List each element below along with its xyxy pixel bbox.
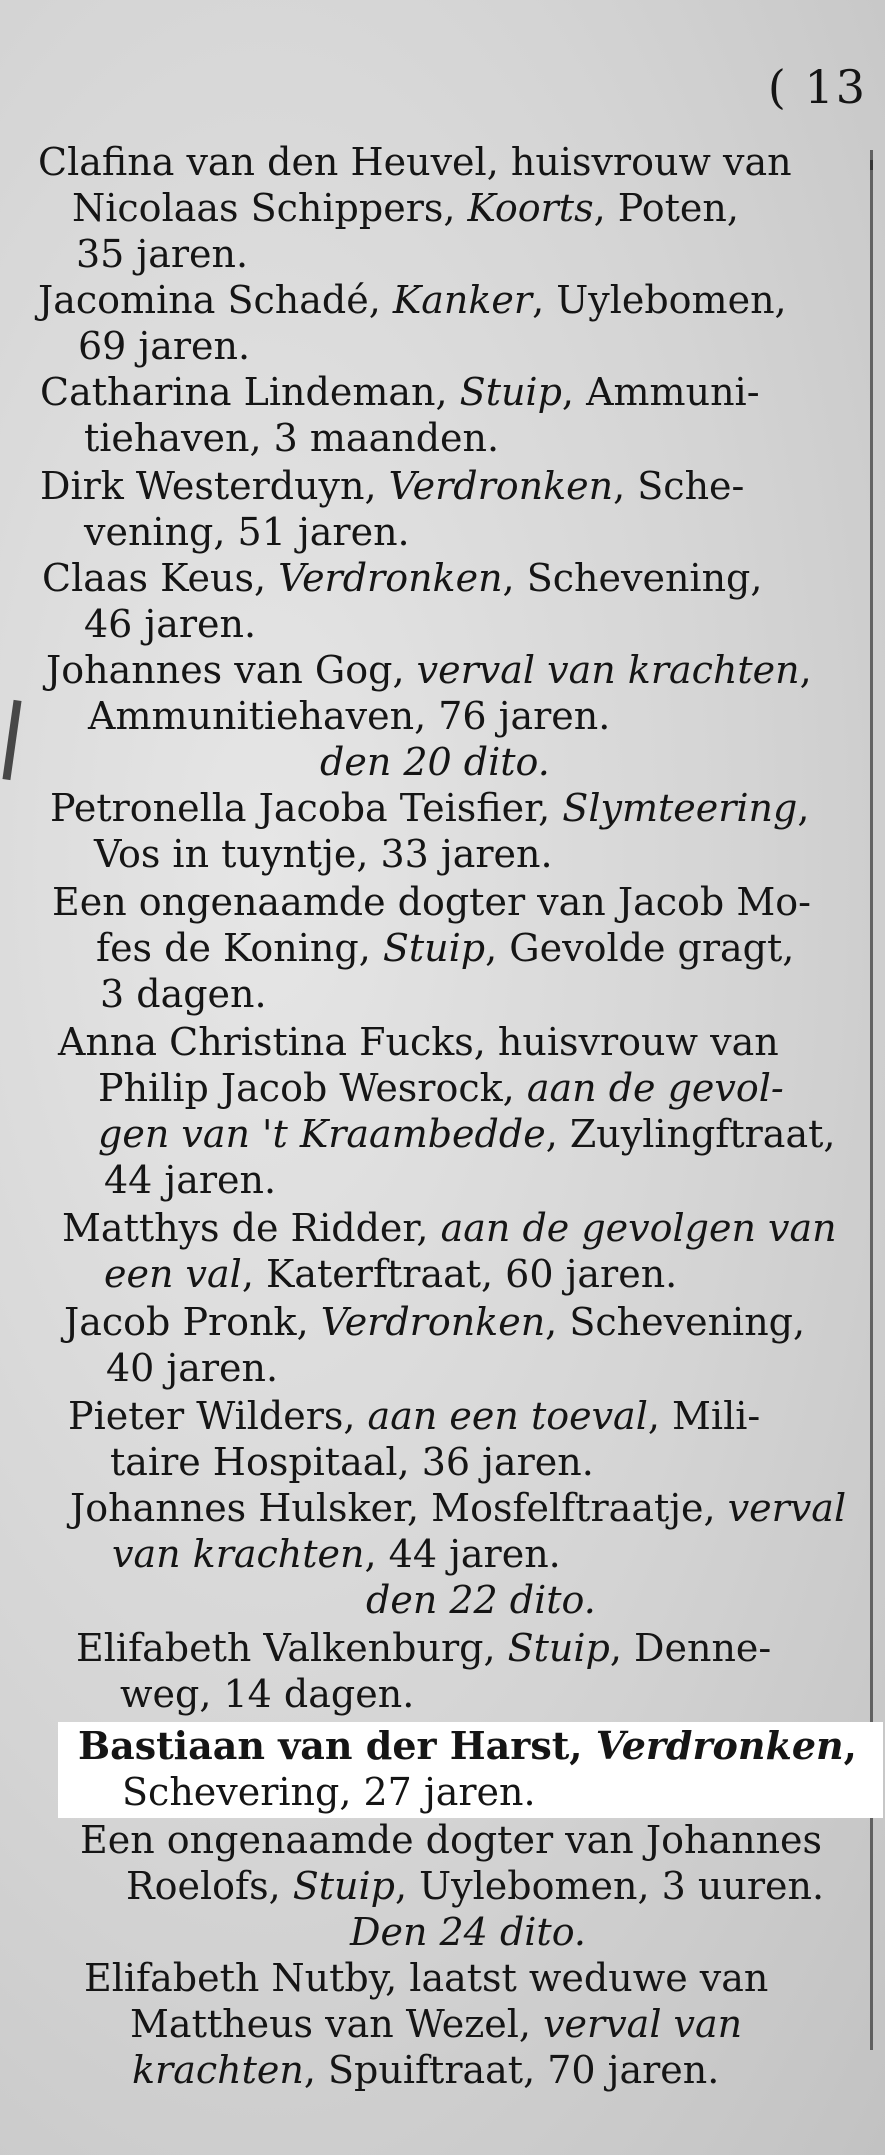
text-line: fes de Koning, Stuip, Gevolde gragt, [96, 926, 795, 970]
text-line: van krachten, 44 jaren. [112, 1532, 561, 1576]
text-line: Nicolaas Schippers, Koorts, Poten, [72, 186, 739, 230]
date-heading: Den 24 dito. [350, 1910, 586, 1954]
text-line: weg, 14 dagen. [120, 1672, 415, 1716]
text-line: 44 jaren. [104, 1158, 277, 1202]
page-number: ( 13 [767, 60, 867, 114]
text-line: Claas Keus, Verdronken, Schevening, [42, 556, 763, 600]
text-line: vening, 51 jaren. [84, 510, 410, 554]
text-line: 3 dagen. [100, 972, 267, 1016]
text-line: Dirk Westerduyn, Verdronken, Sche- [40, 464, 745, 508]
text-line: gen van 't Kraambedde, Zuylingftraat, [98, 1112, 836, 1156]
text-line: Catharina Lindeman, Stuip, Ammuni- [40, 370, 760, 414]
text-line: Een ongenaamde dogter van Johannes [80, 1818, 823, 1862]
text-line: Anna Christina Fucks, huisvrouw van [58, 1020, 779, 1064]
text-line: Elifabeth Valkenburg, Stuip, Denne- [76, 1626, 772, 1670]
margin-mark [2, 700, 21, 780]
bracket-mark [870, 160, 881, 170]
text-line: tiehaven, 3 maanden. [84, 416, 500, 460]
text-line: Mattheus van Wezel, verval van [130, 2002, 743, 2046]
text-line: Roelofs, Stuip, Uylebomen, 3 uuren. [126, 1864, 825, 1908]
text-line: een val, Katerftraat, 60 jaren. [104, 1252, 678, 1296]
text-line: Een ongenaamde dogter van Jacob Mo- [52, 880, 811, 924]
text-line: Clafina van den Heuvel, huisvrouw van [38, 140, 792, 184]
text-line: 35 jaren. [76, 232, 249, 276]
text-line: Elifabeth Nutby, laatst weduwe van [84, 1956, 769, 2000]
text-line: taire Hospitaal, 36 jaren. [110, 1440, 594, 1484]
text-line: 40 jaren. [106, 1346, 279, 1390]
text-line: Bastiaan van der Harst, Verdronken, [78, 1723, 857, 1768]
text-line: Philip Jacob Wesrock, aan de gevol- [98, 1066, 784, 1110]
text-line: Matthys de Ridder, aan de gevolgen van [62, 1206, 837, 1250]
text-line: Johannes Hulsker, Mosfelftraatje, verval [70, 1486, 847, 1530]
text-line: krachten, Spuiftraat, 70 jaren. [132, 2048, 720, 2092]
text-line: Jacomina Schadé, Kanker, Uylebomen, [38, 278, 787, 322]
date-heading: den 22 dito. [366, 1578, 596, 1622]
text-line: Pieter Wilders, aan een toeval, Mili- [68, 1394, 761, 1438]
text-line: Schevering, 27 jaren. [122, 1770, 536, 1814]
text-line: Ammunitiehaven, 76 jaren. [88, 694, 611, 738]
text-line: Petronella Jacoba Teisfier, Slymteering, [50, 786, 810, 830]
text-line: Vos in tuyntje, 33 jaren. [94, 832, 553, 876]
text-line: Jacob Pronk, Verdronken, Schevening, [64, 1300, 806, 1344]
date-heading: den 20 dito. [320, 740, 550, 784]
text-line: 46 jaren. [84, 602, 257, 646]
text-line: Johannes van Gog, verval van krachten, [46, 648, 812, 692]
text-line: 69 jaren. [78, 324, 251, 368]
